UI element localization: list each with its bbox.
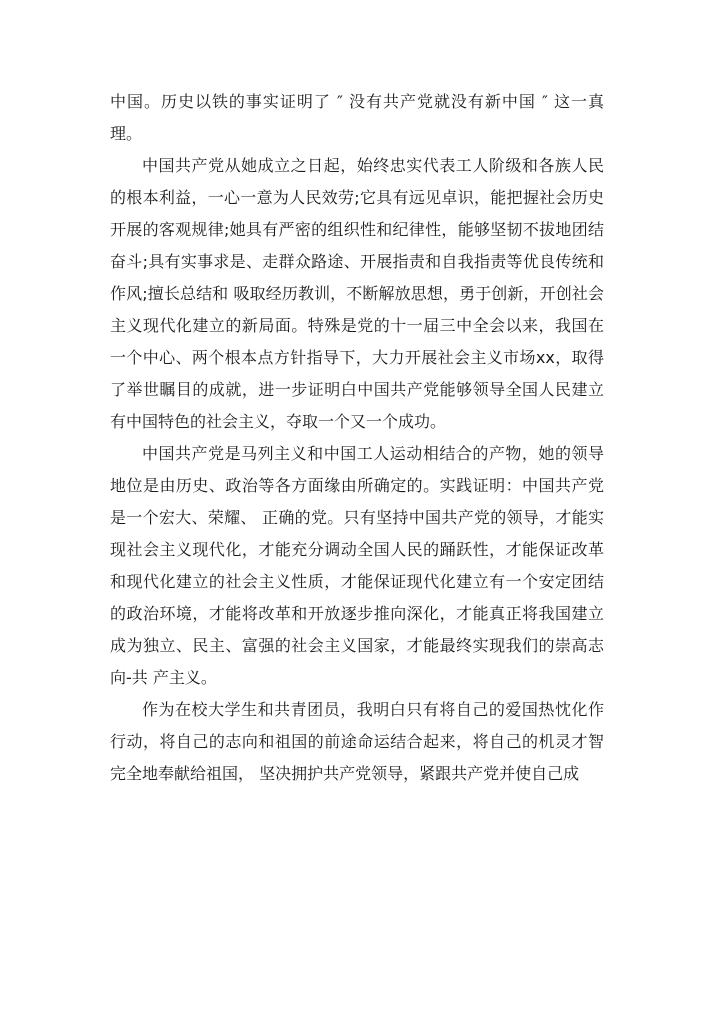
paragraph-3: 中国共产党是马列主义和中国工人运动相结合的产物，她的领导地位是由历史、政治等各方面缘由所确定的。实践证明：中国共产党是一个宏大、荣耀、 正确的党。只有坚持中国共产党的领导，才能实现社会主义现代化，才能充分调动全国人民的踊跃性，才能保证改革和现代化建立的社会主义性质，才能保证现代化建立有一个安定团结的政治环境，才能将改革和开放逐步推向深化，才能真正将我国建立成为独立、民主、富强的社会主义国家，才能最终实现我们的崇高志向-共 产主义。	[110, 444, 604, 687]
paragraph-4: 作为在校大学生和共青团员，我明白只有将自己的爱国热忱化作行动，将自己的志向和祖国的前途命运结合起来，将自己的机灵才智完全地奉献给祖国， 坚决拥护共产党领导，紧跟共产党并使自己成	[110, 700, 604, 783]
paragraph-2: 中国共产党从她成立之日起，始终忠实代表工人阶级和各族人民的根本利益，一心一意为人民效劳;它具有远见卓识，能把握社会历史开展的客观规律;她具有严密的组织性和纪律性，能够坚韧不拔地团结奋斗;具有实事求是、走群众路途、开展指责和自我指责等优良传统和作风;擅长总结和 吸取经历教训，不断解放思想，勇于创新，开创社会主义现代化建立的新局面。特殊是党的十一届三中全会以来，我国在一个中心、两个根本点方针指导下，大力开展社会主义市场xx，取得了举世瞩目的成就，进一步证明白中国共产党能够领导全国人民建立有中国特色的社会主义，夺取一个又一个成功。	[110, 156, 604, 431]
document-page	[110, 86, 604, 790]
paragraph-1: 中国。历史以铁的事实证明了 ″ 没有共产党就没有新中国 ″ 这一真理。	[110, 92, 604, 143]
